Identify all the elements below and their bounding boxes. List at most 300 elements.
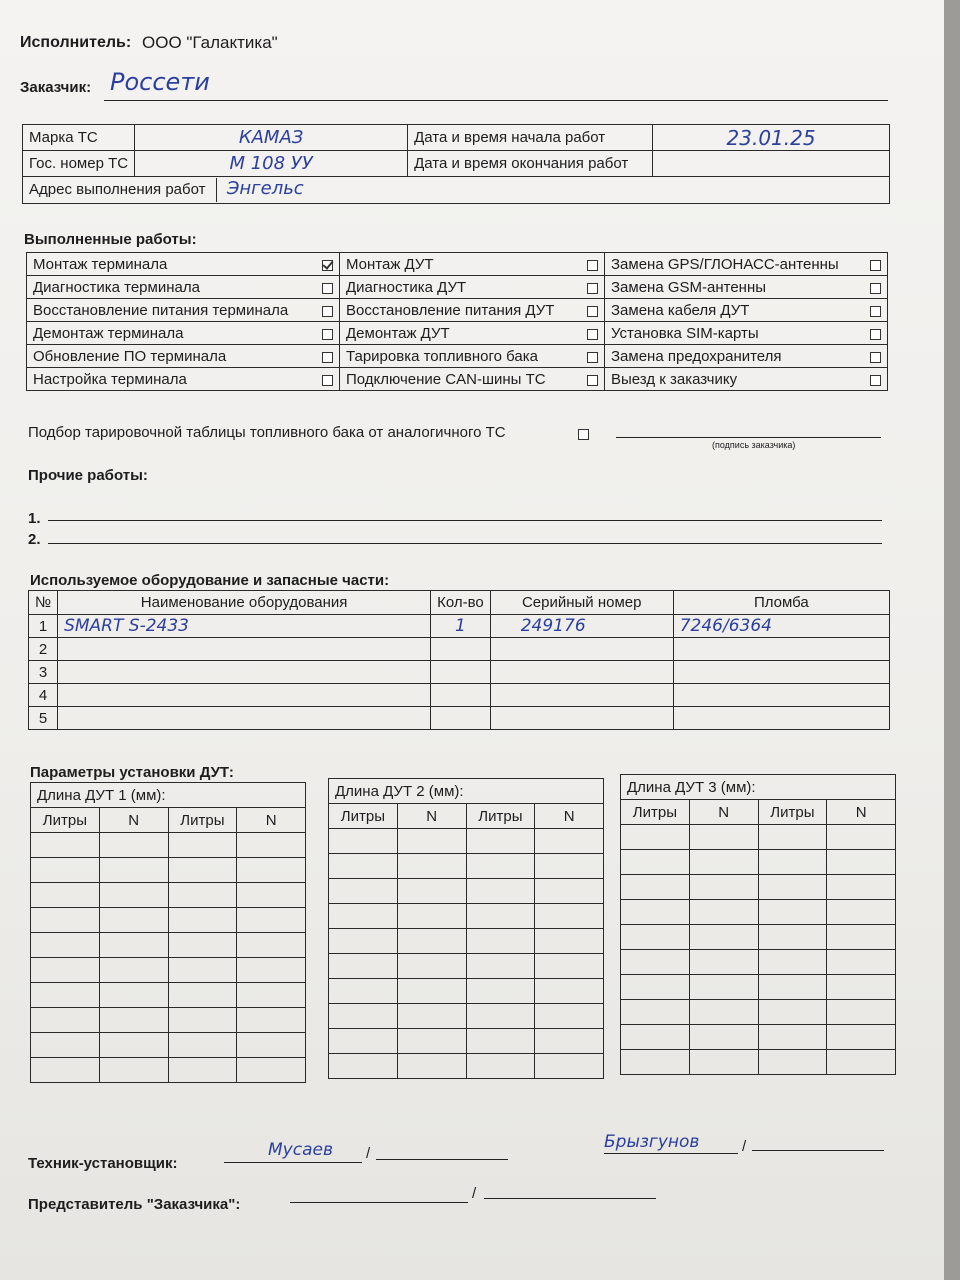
work-item[interactable] [340, 368, 605, 391]
dut-cell[interactable] [758, 825, 827, 850]
customer-label: Заказчик: [20, 79, 92, 96]
dut-cell[interactable] [466, 1054, 535, 1079]
work-checkbox[interactable] [870, 260, 881, 271]
dut-col-liters: Литры [758, 800, 827, 825]
dut-cell[interactable] [397, 904, 466, 929]
dut-cell[interactable] [99, 1008, 168, 1033]
dut-cell[interactable] [535, 904, 604, 929]
equipment-cell-name[interactable]: SMART S-2433 [58, 615, 431, 638]
work-checkbox[interactable] [322, 260, 333, 271]
dut-cell[interactable] [689, 925, 758, 950]
other-title: Прочие работы: [28, 467, 148, 484]
dut-row [621, 925, 896, 950]
dut-cell[interactable] [466, 929, 535, 954]
dut-cell[interactable] [827, 850, 896, 875]
dut-cell[interactable] [237, 1008, 306, 1033]
dut-cell[interactable] [689, 975, 758, 1000]
work-item[interactable] [27, 276, 340, 299]
end-value[interactable] [653, 151, 890, 177]
dut-cell[interactable] [329, 854, 398, 879]
rep-name-line[interactable] [484, 1198, 656, 1199]
dut-cell[interactable] [535, 1054, 604, 1079]
brand-label: Марка ТС [23, 125, 135, 151]
dut-cell[interactable] [535, 954, 604, 979]
table-row [29, 684, 890, 707]
work-checkbox[interactable] [587, 352, 598, 363]
equipment-table [28, 590, 890, 730]
work-item[interactable] [27, 322, 340, 345]
rep-slash: / [472, 1185, 477, 1202]
equipment-cell-seal[interactable]: 7246/6364 [673, 615, 889, 638]
dut-cell[interactable] [621, 1025, 690, 1050]
tech-sign-line-2[interactable] [604, 1153, 738, 1154]
address-value: Энгельс [226, 177, 304, 199]
dut-cell[interactable] [621, 925, 690, 950]
dut-block-2 [328, 778, 604, 1079]
dut-cell[interactable] [99, 883, 168, 908]
work-checkbox[interactable] [322, 329, 333, 340]
dut-cell[interactable] [168, 1008, 237, 1033]
work-item[interactable] [605, 299, 888, 322]
work-item-label: Демонтаж ДУТ [346, 324, 450, 342]
dut-cell[interactable] [621, 900, 690, 925]
dut-length-label[interactable]: Длина ДУТ 3 (мм): [621, 775, 896, 800]
equipment-header-serial: Серийный номер [490, 591, 673, 615]
dut-cell[interactable] [168, 833, 237, 858]
dut-row [31, 1058, 306, 1083]
dut-cell[interactable] [758, 1000, 827, 1025]
dut-cell[interactable] [689, 850, 758, 875]
equipment-cell-name[interactable] [58, 638, 431, 661]
dut-row [329, 879, 604, 904]
equipment-cell-serial[interactable] [490, 684, 673, 707]
dut-cell[interactable] [621, 875, 690, 900]
plate-label: Гос. номер ТС [23, 151, 135, 177]
dut-cell[interactable] [329, 1054, 398, 1079]
dut-col-n: N [535, 804, 604, 829]
work-item[interactable] [27, 345, 340, 368]
dut-cell[interactable] [31, 883, 100, 908]
equipment-cell-n: 5 [29, 707, 58, 730]
calibration-label: Подбор тарировочной таблицы топливного бака от аналогичного ТС [28, 424, 506, 441]
dut-row [621, 1000, 896, 1025]
address-label: Адрес выполнения работ [29, 180, 206, 198]
dut-cell[interactable] [329, 829, 398, 854]
dut-cell[interactable] [237, 983, 306, 1008]
work-item-label: Монтаж терминала [33, 255, 168, 273]
dut-cell[interactable] [329, 904, 398, 929]
table-row [29, 615, 890, 638]
tech-name-line[interactable] [376, 1159, 508, 1160]
work-checkbox[interactable] [870, 306, 881, 317]
dut-cell[interactable] [99, 1058, 168, 1083]
works-row [27, 322, 888, 345]
dut-cell[interactable] [397, 1054, 466, 1079]
dut-cell[interactable] [168, 983, 237, 1008]
dut-cell[interactable] [689, 900, 758, 925]
start-value: 23.01.25 [653, 125, 890, 151]
work-item[interactable] [340, 299, 605, 322]
dut-cell[interactable] [237, 858, 306, 883]
equipment-cell-qty[interactable] [431, 661, 491, 684]
dut-row [31, 833, 306, 858]
dut-row [31, 858, 306, 883]
equipment-cell-n: 2 [29, 638, 58, 661]
work-item[interactable] [605, 253, 888, 276]
work-item[interactable] [605, 345, 888, 368]
work-item-label: Установка SIM-карты [611, 324, 759, 342]
dut-cell[interactable] [329, 1004, 398, 1029]
dut-cell[interactable] [758, 950, 827, 975]
dut-cell[interactable] [758, 1050, 827, 1075]
tech-slash-2: / [742, 1138, 747, 1155]
dut-cell[interactable] [758, 900, 827, 925]
page-edge [944, 0, 960, 1280]
equipment-cell-qty[interactable]: 1 [431, 615, 491, 638]
brand-value: КАМАЗ [135, 125, 408, 151]
dut-cell[interactable] [535, 1029, 604, 1054]
dut-cell[interactable] [827, 875, 896, 900]
dut-col-liters: Литры [168, 808, 237, 833]
dut-cell[interactable] [397, 929, 466, 954]
dut-row [31, 883, 306, 908]
dut-cell[interactable] [397, 954, 466, 979]
dut-cell[interactable] [689, 1025, 758, 1050]
dut-cell[interactable] [237, 933, 306, 958]
dut-cell[interactable] [99, 1033, 168, 1058]
dut-col-n: N [689, 800, 758, 825]
dut-cell[interactable] [31, 1033, 100, 1058]
equipment-cell-name[interactable] [58, 707, 431, 730]
dut-cell[interactable] [31, 958, 100, 983]
dut-cell[interactable] [237, 1033, 306, 1058]
dut-length-label[interactable]: Длина ДУТ 1 (мм): [31, 783, 306, 808]
dut-cell[interactable] [237, 958, 306, 983]
dut-col-liters: Литры [466, 804, 535, 829]
work-item[interactable] [27, 253, 340, 276]
equipment-cell-name[interactable] [58, 684, 431, 707]
dut-cell[interactable] [31, 833, 100, 858]
work-checkbox[interactable] [870, 375, 881, 386]
work-checkbox[interactable] [870, 352, 881, 363]
dut-cell[interactable] [168, 883, 237, 908]
dut-row [329, 1054, 604, 1079]
dut-cell[interactable] [827, 1025, 896, 1050]
work-item-label: Подключение CAN-шины ТС [346, 370, 546, 388]
equipment-header-seal: Пломба [673, 591, 889, 615]
works-row [27, 253, 888, 276]
dut-col-liters: Литры [621, 800, 690, 825]
dut-cell[interactable] [168, 858, 237, 883]
work-checkbox[interactable] [322, 283, 333, 294]
dut-col-n: N [827, 800, 896, 825]
dut-cell[interactable] [827, 950, 896, 975]
dut-cell[interactable] [99, 983, 168, 1008]
dut-cell[interactable] [621, 975, 690, 1000]
equipment-cell-name[interactable] [58, 661, 431, 684]
plate-value: М 108 УУ [135, 151, 408, 177]
work-item-label: Монтаж ДУТ [346, 255, 434, 273]
dut-row [621, 900, 896, 925]
dut-cell[interactable] [168, 1033, 237, 1058]
table-row [29, 707, 890, 730]
tech-label: Техник-установщик: [28, 1155, 178, 1172]
dut-row [621, 1050, 896, 1075]
equipment-cell-qty[interactable] [431, 707, 491, 730]
dut-cell[interactable] [99, 833, 168, 858]
dut-cell[interactable] [237, 1058, 306, 1083]
dut-cell[interactable] [689, 950, 758, 975]
dut-cell[interactable] [237, 908, 306, 933]
dut-row [31, 933, 306, 958]
dut-cell[interactable] [99, 908, 168, 933]
work-item[interactable] [27, 368, 340, 391]
work-checkbox[interactable] [322, 306, 333, 317]
dut-cell[interactable] [329, 929, 398, 954]
dut-cell[interactable] [689, 1050, 758, 1075]
works-row [27, 368, 888, 391]
dut-cell[interactable] [827, 825, 896, 850]
works-row [27, 299, 888, 322]
work-checkbox[interactable] [587, 260, 598, 271]
work-item-label: Обновление ПО терминала [33, 347, 227, 365]
tech-sign-line[interactable] [224, 1162, 362, 1163]
dut-cell[interactable] [397, 979, 466, 1004]
dut-cell[interactable] [758, 975, 827, 1000]
dut-cell[interactable] [827, 900, 896, 925]
dut-cell[interactable] [31, 858, 100, 883]
dut-cell[interactable] [827, 1050, 896, 1075]
dut-row [31, 1008, 306, 1033]
dut-length-label[interactable]: Длина ДУТ 2 (мм): [329, 779, 604, 804]
vehicle-table [22, 124, 890, 204]
dut-block-1 [30, 782, 306, 1083]
work-checkbox[interactable] [322, 352, 333, 363]
work-checkbox[interactable] [587, 306, 598, 317]
dut-cell[interactable] [689, 875, 758, 900]
work-item[interactable] [340, 345, 605, 368]
dut-row [621, 875, 896, 900]
dut-cell[interactable] [237, 883, 306, 908]
equipment-cell-serial[interactable] [490, 707, 673, 730]
dut-col-liters: Литры [31, 808, 100, 833]
dut-row [31, 1033, 306, 1058]
calibration-checkbox[interactable] [578, 426, 589, 444]
address-cell [23, 177, 890, 204]
dut-row [31, 958, 306, 983]
dut-cell[interactable] [31, 1058, 100, 1083]
start-label: Дата и время начала работ [408, 125, 653, 151]
dut-cell[interactable] [329, 979, 398, 1004]
equipment-cell-seal[interactable] [673, 707, 889, 730]
dut-cell[interactable] [99, 858, 168, 883]
work-item-label: Диагностика ДУТ [346, 278, 467, 296]
dut-cell[interactable] [329, 1029, 398, 1054]
equipment-header-name: Наименование оборудования [58, 591, 431, 615]
dut-cell[interactable] [535, 1004, 604, 1029]
calibration-signature-line[interactable] [616, 437, 881, 438]
equipment-cell-serial[interactable]: 249176 [490, 615, 673, 638]
dut-cell[interactable] [397, 879, 466, 904]
dut-cell[interactable] [827, 1000, 896, 1025]
dut-cell[interactable] [466, 979, 535, 1004]
equipment-cell-qty[interactable] [431, 638, 491, 661]
dut-row [329, 904, 604, 929]
tech-signature: Мусаев [268, 1140, 333, 1160]
table-row [29, 638, 890, 661]
dut-cell[interactable] [621, 950, 690, 975]
work-item[interactable] [605, 276, 888, 299]
work-item[interactable] [605, 368, 888, 391]
work-item[interactable] [340, 322, 605, 345]
dut-cell[interactable] [31, 933, 100, 958]
dut-cell[interactable] [168, 933, 237, 958]
dut-cell[interactable] [827, 925, 896, 950]
work-checkbox[interactable] [587, 375, 598, 386]
dut-row [329, 854, 604, 879]
dut-row [31, 983, 306, 1008]
work-item-label: Диагностика терминала [33, 278, 200, 296]
work-checkbox[interactable] [322, 375, 333, 386]
work-item[interactable] [340, 253, 605, 276]
dut-cell[interactable] [99, 958, 168, 983]
dut-row [329, 1029, 604, 1054]
equipment-cell-n: 3 [29, 661, 58, 684]
dut-cell[interactable] [466, 1029, 535, 1054]
dut-row [329, 929, 604, 954]
dut-cell[interactable] [237, 833, 306, 858]
dut-col-liters: Литры [329, 804, 398, 829]
works-table [26, 252, 888, 391]
tech-signature-2: Брызгунов [604, 1132, 700, 1152]
dut-cell[interactable] [758, 925, 827, 950]
work-item-label: Замена предохранителя [611, 347, 782, 365]
dut-cell[interactable] [535, 979, 604, 1004]
dut-cell[interactable] [535, 879, 604, 904]
dut-cell[interactable] [99, 933, 168, 958]
dut-row [621, 975, 896, 1000]
end-label: Дата и время окончания работ [408, 151, 653, 177]
rep-label: Представитель "Заказчика": [28, 1196, 241, 1213]
dut-cell[interactable] [31, 908, 100, 933]
other-line-2[interactable] [48, 543, 882, 544]
equipment-cell-serial[interactable] [490, 661, 673, 684]
signature-caption: (подпись заказчика) [712, 440, 796, 450]
dut-cell[interactable] [621, 850, 690, 875]
dut-cell[interactable] [466, 829, 535, 854]
dut-cell[interactable] [329, 954, 398, 979]
work-checkbox[interactable] [870, 283, 881, 294]
dut-cell[interactable] [466, 1004, 535, 1029]
dut-cell[interactable] [168, 1058, 237, 1083]
dut-cell[interactable] [397, 1029, 466, 1054]
work-item-label: Настройка терминала [33, 370, 187, 388]
dut-cell[interactable] [758, 850, 827, 875]
other-item-1: 1. [28, 510, 41, 527]
dut-cell[interactable] [466, 879, 535, 904]
dut-cell[interactable] [397, 829, 466, 854]
work-item[interactable] [340, 276, 605, 299]
dut-cell[interactable] [168, 908, 237, 933]
works-row [27, 345, 888, 368]
dut-cell[interactable] [621, 825, 690, 850]
dut-row [31, 908, 306, 933]
dut-row [621, 1025, 896, 1050]
work-checkbox[interactable] [587, 283, 598, 294]
works-row [27, 276, 888, 299]
dut-cell[interactable] [397, 1004, 466, 1029]
dut-col-n: N [99, 808, 168, 833]
dut-cell[interactable] [466, 854, 535, 879]
dut-block-3 [620, 774, 896, 1075]
work-checkbox[interactable] [870, 329, 881, 340]
work-item-label: Замена кабеля ДУТ [611, 301, 750, 319]
work-item-label: Тарировка топливного бака [346, 347, 538, 365]
dut-row [621, 950, 896, 975]
dut-row [329, 1004, 604, 1029]
equipment-cell-seal[interactable] [673, 638, 889, 661]
dut-cell[interactable] [31, 983, 100, 1008]
work-item[interactable] [27, 299, 340, 322]
dut-cell[interactable] [535, 929, 604, 954]
customer-underline [104, 100, 888, 101]
dut-row [329, 954, 604, 979]
dut-title: Параметры установки ДУТ: [30, 764, 234, 781]
work-item-label: Демонтаж терминала [33, 324, 184, 342]
dut-cell[interactable] [329, 879, 398, 904]
dut-row [621, 825, 896, 850]
works-title: Выполненные работы: [24, 231, 197, 248]
dut-cell[interactable] [621, 1050, 690, 1075]
equipment-header-num: № [29, 591, 58, 615]
dut-cell[interactable] [827, 975, 896, 1000]
equipment-cell-serial[interactable] [490, 638, 673, 661]
rep-sign-line[interactable] [290, 1202, 468, 1203]
customer-value: Россети [110, 68, 210, 96]
dut-row [329, 829, 604, 854]
dut-cell[interactable] [758, 1025, 827, 1050]
equipment-cell-seal[interactable] [673, 684, 889, 707]
equipment-title: Используемое оборудование и запасные части: [30, 572, 390, 589]
dut-cell[interactable] [535, 829, 604, 854]
work-checkbox[interactable] [587, 329, 598, 340]
equipment-header-qty: Кол-во [431, 591, 491, 615]
dut-cell[interactable] [689, 1000, 758, 1025]
dut-cell[interactable] [535, 854, 604, 879]
dut-cell[interactable] [689, 825, 758, 850]
dut-cell[interactable] [466, 954, 535, 979]
tech-slash: / [366, 1145, 371, 1162]
table-row [29, 661, 890, 684]
work-item-label: Восстановление питания ДУТ [346, 301, 555, 319]
dut-cell[interactable] [31, 1008, 100, 1033]
equipment-cell-n: 1 [29, 615, 58, 638]
tech-name-line-2[interactable] [752, 1150, 884, 1151]
executor-label: Исполнитель: [20, 34, 132, 51]
dut-cell[interactable] [466, 904, 535, 929]
work-item-label: Замена GPS/ГЛОНАСС-антенны [611, 255, 839, 273]
other-line-1[interactable] [48, 520, 882, 521]
dut-row [329, 979, 604, 1004]
dut-cell[interactable] [621, 1000, 690, 1025]
dut-cell[interactable] [168, 958, 237, 983]
dut-cell[interactable] [758, 875, 827, 900]
equipment-cell-seal[interactable] [673, 661, 889, 684]
work-item-label: Восстановление питания терминала [33, 301, 289, 319]
dut-cell[interactable] [397, 854, 466, 879]
equipment-cell-qty[interactable] [431, 684, 491, 707]
work-item[interactable] [605, 322, 888, 345]
